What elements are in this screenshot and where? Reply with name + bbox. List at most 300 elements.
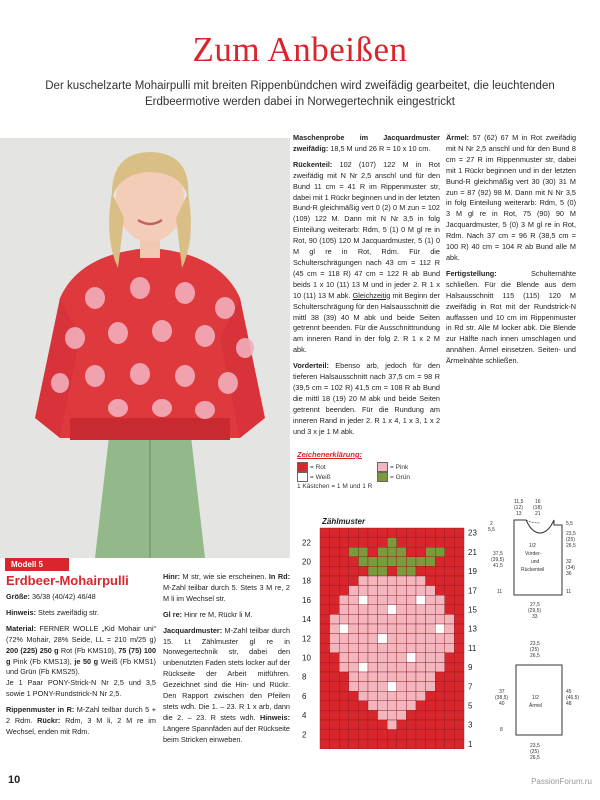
chart-cell <box>397 634 407 644</box>
chart-cell <box>416 538 426 548</box>
chart-cell <box>435 595 445 605</box>
chart-row-label: 17 <box>468 586 477 596</box>
chart-cell <box>416 557 426 567</box>
chart-row-label: 7 <box>468 682 473 692</box>
chart-cell <box>339 691 349 701</box>
chart-cell <box>339 739 349 749</box>
right-4: 26,5 <box>566 543 576 549</box>
source-watermark: PassionForum.ru <box>531 777 592 786</box>
jacq-label: Jacquardmuster: <box>163 625 223 635</box>
chart-cell <box>330 634 340 644</box>
chart-cell <box>426 586 436 596</box>
chart-cell <box>320 614 330 624</box>
chart-cell <box>378 739 388 749</box>
chart-cell <box>339 586 349 596</box>
chart-cell <box>416 730 426 740</box>
chart-cell <box>454 662 464 672</box>
chart-cell <box>358 538 368 548</box>
chart-cell <box>339 730 349 740</box>
fertig-label: Fertigstellung: <box>446 268 497 278</box>
chart-cell <box>368 730 378 740</box>
chart-cell <box>406 634 416 644</box>
instructions-column-2 <box>446 133 576 372</box>
chart-cell <box>426 710 436 720</box>
chart-cell <box>406 643 416 653</box>
chart-cell <box>378 614 388 624</box>
chart-cell <box>358 605 368 615</box>
chart-cell <box>378 595 388 605</box>
chart-cell <box>416 528 426 538</box>
chart-cell <box>426 720 436 730</box>
chart-cell <box>435 566 445 576</box>
chart-cell <box>416 566 426 576</box>
material-text-2: Rot (Fb KMS10), <box>60 645 116 655</box>
body-outline <box>514 520 562 595</box>
schematic <box>474 495 596 770</box>
chart-cell <box>435 643 445 653</box>
chart-cell <box>330 576 340 586</box>
chart-cell <box>445 701 455 711</box>
swatch-rot-icon <box>297 462 308 472</box>
chart-cell <box>426 662 436 672</box>
chart-cell <box>435 547 445 557</box>
chart-cell <box>426 538 436 548</box>
chart-cell <box>378 605 388 615</box>
chart-cell <box>339 643 349 653</box>
chart-cell <box>435 701 445 711</box>
chart-cell <box>416 605 426 615</box>
chart-cell <box>397 739 407 749</box>
groesse-text: 36/38 (40/42) 46/48 <box>31 592 96 601</box>
chart-row-label: 11 <box>468 643 477 653</box>
chart-cell <box>368 576 378 586</box>
chart-cell <box>406 730 416 740</box>
chart-cell <box>397 653 407 663</box>
chart-cell <box>454 614 464 624</box>
chart-cell <box>358 547 368 557</box>
chart-cell <box>330 566 340 576</box>
chart-cell <box>349 739 359 749</box>
chart-cell <box>445 566 455 576</box>
left-3: 41,5 <box>493 563 503 569</box>
chart-cell <box>330 710 340 720</box>
chart-cell <box>368 614 378 624</box>
top-b3: 21 <box>535 511 541 517</box>
neck-1: 2 <box>490 521 493 527</box>
chart-cell <box>435 682 445 692</box>
chart-cell <box>378 547 388 557</box>
chart-cell <box>320 662 330 672</box>
chart-cell <box>426 682 436 692</box>
chart-cell <box>435 672 445 682</box>
rd-label: In Rd: <box>268 572 291 581</box>
chart-cell <box>387 701 397 711</box>
chart-cell <box>406 691 416 701</box>
chart-row-label: 23 <box>468 528 477 538</box>
chart-cell <box>416 682 426 692</box>
chart-cell <box>416 739 426 749</box>
chart-cell <box>368 547 378 557</box>
chart-row-label: 22 <box>302 538 311 548</box>
chart-cell <box>378 624 388 634</box>
chart-cell <box>445 557 455 567</box>
chart-cell <box>426 643 436 653</box>
instructions-column-3 <box>6 572 156 743</box>
chart-cell <box>320 710 330 720</box>
chart-cell <box>426 605 436 615</box>
chart-cell <box>330 662 340 672</box>
chart-cell <box>416 634 426 644</box>
chart-cell <box>416 710 426 720</box>
chart-cell <box>368 682 378 692</box>
chart-row-label: 18 <box>302 576 311 586</box>
chart-cell <box>454 538 464 548</box>
ruecken-gleichzeitig: Gleichzeitig <box>352 290 391 300</box>
chart-row-label: 4 <box>302 711 307 721</box>
chart-cell <box>397 595 407 605</box>
material-text-1: FERNER WOLLE „Kid Mohair uni“ (72% Mohair, 28% Seide, LL = 210 m/25 g) <box>6 623 156 644</box>
chart-cell <box>387 691 397 701</box>
chart-cell <box>445 528 455 538</box>
chart-cell <box>330 691 340 701</box>
chart-row-label: 9 <box>468 663 473 673</box>
chart-cell <box>397 605 407 615</box>
chart-cell <box>435 528 445 538</box>
right-6: (34) <box>566 565 575 571</box>
jacq-text: M-Zahl teilbar durch 15. Lt Zählmuster gl re in Norwegertechnik str, dabei den unbenutzten Faden stets locker auf der Rückseite der Arbeit mitführen. Gezeichnet sind die Hin- und Rückr. Den Rapport zwischen den Pfeilen stets wdh. Die 1. – 23. R 1 x arb, dann die 2. – 23. R stets wdh. <box>163 625 291 722</box>
ruecken-text-2: mit Beginn der Schulterschrägung für den Halsausschnitt die mittl 38 (39) 40 M abk und beide Seiten getrennt beenden. Für die Ausschnittrundung am inneren Rand in der folg 2. R 1 x 2 M abk. <box>293 290 440 355</box>
chart-cell <box>416 653 426 663</box>
chart-cell <box>397 547 407 557</box>
chart-cell <box>330 653 340 663</box>
chart-cell <box>406 672 416 682</box>
chart-cell <box>454 691 464 701</box>
chart-cell <box>406 528 416 538</box>
rippen-rueck-label: Rückr: <box>37 716 61 726</box>
chart-row-label: 16 <box>302 595 311 605</box>
chart-cell <box>330 682 340 692</box>
chart-cell <box>387 730 397 740</box>
chart-cell <box>406 595 416 605</box>
chart-cell <box>320 653 330 663</box>
chart-cell <box>397 624 407 634</box>
chart-cell <box>320 586 330 596</box>
chart-cell <box>368 586 378 596</box>
rippen-rueck-text: Rdm, 3 M li, 2 M re im Wechsel, enden mit Rdm. <box>6 716 156 736</box>
legend-kaestchen: 1 Kästchen = 1 M und 1 R <box>297 483 373 490</box>
chart-cell <box>349 538 359 548</box>
chart-cell <box>339 701 349 711</box>
chart-cell <box>387 739 397 749</box>
chart-cell <box>378 672 388 682</box>
chart-cell <box>416 672 426 682</box>
chart-cell <box>358 701 368 711</box>
chart-cell <box>320 547 330 557</box>
sl-right-2: (46,5) <box>566 695 580 701</box>
chart-cell <box>435 720 445 730</box>
material-label: Material: <box>6 623 37 633</box>
chart-cell <box>387 672 397 682</box>
chart-cell <box>349 557 359 567</box>
legend-row-2 <box>297 472 457 482</box>
chart-cell <box>349 576 359 586</box>
chart-cell <box>320 682 330 692</box>
model-title: Erdbeer-Mohairpulli <box>6 573 129 588</box>
chart-cell <box>320 557 330 567</box>
chart-cell <box>378 653 388 663</box>
chart-cell <box>349 605 359 615</box>
chart-row-label: 8 <box>302 672 307 682</box>
chart-cell <box>320 691 330 701</box>
chart-cell <box>397 672 407 682</box>
chart-cell <box>406 566 416 576</box>
chart-cell <box>339 614 349 624</box>
material-amount-2: 75 (75) 100 g <box>6 645 156 666</box>
chart-cell <box>445 624 455 634</box>
chart-cell <box>330 538 340 548</box>
chart-cell <box>387 547 397 557</box>
chart-cell <box>330 528 340 538</box>
top-b: 16 <box>535 499 541 505</box>
chart-cell <box>397 643 407 653</box>
chart-cell <box>445 643 455 653</box>
chart-cell <box>445 538 455 548</box>
chart-cell <box>445 653 455 663</box>
rd-text: M-Zahl teilbar durch 5. Stets 3 M re, 2 M li im Wechsel str. <box>163 582 290 603</box>
chart-cell <box>320 566 330 576</box>
chart-cell <box>454 634 464 644</box>
chart-cell <box>426 566 436 576</box>
chart-cell <box>406 538 416 548</box>
chart-cell <box>426 672 436 682</box>
chart-row-label: 12 <box>302 634 311 644</box>
chart-cell <box>339 566 349 576</box>
chart-cell <box>320 595 330 605</box>
chart-cell <box>358 739 368 749</box>
chart-cell <box>358 634 368 644</box>
chart-cell <box>454 672 464 682</box>
chart-cell <box>330 672 340 682</box>
chart-cell <box>378 720 388 730</box>
chart-cell <box>426 614 436 624</box>
chart-cell <box>406 701 416 711</box>
sl-right-3: 48 <box>566 701 572 707</box>
chart-cell <box>339 710 349 720</box>
chart-cell <box>435 662 445 672</box>
chart-cell <box>454 595 464 605</box>
chart-cell <box>426 653 436 663</box>
right-1: 5,5 <box>566 521 573 527</box>
modell-badge: Modell 5 <box>5 558 69 571</box>
chart-cell <box>397 720 407 730</box>
chart-cell <box>426 557 436 567</box>
chart-cell <box>445 672 455 682</box>
chart-cell <box>397 576 407 586</box>
chart-cell <box>454 682 464 692</box>
chart-cell <box>387 614 397 624</box>
chart-cell <box>330 624 340 634</box>
chart-cell <box>454 624 464 634</box>
zaehlmuster-chart <box>300 516 485 771</box>
ruecken-text: 102 (107) 122 M in Rot zweifädig mit N Nr 2,5 anschl und für den Bund 11 cm = 41 R im Rippenmuster str, dabei mit 1 Rückr beginnen und in der letzten Bund-R gleichmäßig vert 0 (2) 0 M zun = 102 (109) 122 M. Dann mit N Nr 3,5 in folg Einteilung weiterarb: Rdm, 5 (1) 0 M gl re in Rot, 90 (105) 120 M Jacquardmuster, 5 (1) 0 M gl re in Rot, Rdm. Für die Schulterschrägungen nach 43 cm = 112 R (45 cm = 118 R) 47 cm = 122 R ab Bund beids 1 x 10 (11) 13 M und in jeder 2. R 1 x 10 (11) 13 M abk. <box>293 159 440 300</box>
chart-cell <box>349 720 359 730</box>
chart-row-label: 20 <box>302 557 311 567</box>
instructions-column-4 <box>163 572 290 751</box>
fertig-text: Schulternähte schließen. Für die Blende aus dem Halsausschnitt 115 (115) 120 M zweifädig in Rot mit der Rundstrick-N auffassen und 10 cm im Rippenmuster in Rd str. Alle M locker abk. Die Blende zur Hälfte nach innen umschlagen und annähen. Ärmel einsetzen. Seiten- und Ärmelnähte schließen. <box>446 268 576 366</box>
chart-cell <box>445 634 455 644</box>
chart-cell <box>445 730 455 740</box>
chart-cell <box>349 710 359 720</box>
chart-cell <box>349 662 359 672</box>
chart-cell <box>339 682 349 692</box>
chart-cell <box>435 624 445 634</box>
chart-cell <box>349 691 359 701</box>
body-label-3: und <box>531 559 540 565</box>
chart-row-label: 3 <box>468 720 473 730</box>
chart-cell <box>406 739 416 749</box>
chart-cell <box>339 653 349 663</box>
chart-cell <box>435 576 445 586</box>
chart-row-label: 5 <box>468 701 473 711</box>
chart-cell <box>368 710 378 720</box>
right-7: 36 <box>566 571 572 577</box>
chart-cell <box>349 528 359 538</box>
sl-side: 8 <box>500 727 503 733</box>
chart-cell <box>368 720 378 730</box>
chart-cell <box>330 720 340 730</box>
chart-cell <box>339 557 349 567</box>
chart-cell <box>416 624 426 634</box>
chart-cell <box>397 566 407 576</box>
legend-pink <box>377 462 457 472</box>
chart-cell <box>445 605 455 615</box>
chart-cell <box>378 730 388 740</box>
chart-cell <box>416 614 426 624</box>
bottom-3: 33 <box>532 614 538 620</box>
chart-cell <box>358 528 368 538</box>
chart-cell <box>330 643 340 653</box>
chart-cell <box>387 605 397 615</box>
chart-cell <box>330 701 340 711</box>
chart-cell <box>387 643 397 653</box>
legend-weiss-label: = Weiß <box>310 473 331 481</box>
chart-cell <box>358 643 368 653</box>
chart-cell <box>368 605 378 615</box>
chart-cell <box>387 720 397 730</box>
chart-cell <box>387 566 397 576</box>
instructions-column-1 <box>293 133 440 442</box>
chart-cell <box>416 701 426 711</box>
sl-top-1: 23,5 <box>530 641 540 647</box>
chart-cell <box>416 643 426 653</box>
chart-cell <box>368 634 378 644</box>
chart-row-label: 21 <box>468 547 477 557</box>
left-2: (39,5) <box>491 557 505 563</box>
chart-cell <box>358 662 368 672</box>
legend-gruen <box>377 472 457 482</box>
chart-cell <box>339 576 349 586</box>
chart-row-label: 15 <box>468 605 477 615</box>
chart-cell <box>349 634 359 644</box>
chart-cell <box>445 682 455 692</box>
glre-label: Gl re: <box>163 609 183 619</box>
chart-cell <box>435 691 445 701</box>
chart-cell <box>349 614 359 624</box>
chart-cell <box>378 643 388 653</box>
chart-cell <box>387 576 397 586</box>
chart-cell <box>368 566 378 576</box>
hinr-label: Hinr: <box>163 572 181 581</box>
chart-cell <box>358 566 368 576</box>
chart-cell <box>349 595 359 605</box>
aermel-label: Ärmel: <box>446 133 470 142</box>
chart-cell <box>426 691 436 701</box>
rippen-text: M-Zahl teilbar durch 5 + 2 Rdm. <box>6 705 157 726</box>
chart-cell <box>378 557 388 567</box>
body-label-1: 1/2 <box>529 543 536 549</box>
chart-cell <box>339 538 349 548</box>
legend-rot-label: = Rot <box>310 463 326 471</box>
chart-cell <box>349 586 359 596</box>
right-8: 11 <box>566 589 572 595</box>
chart-cell <box>454 557 464 567</box>
chart-cell <box>358 710 368 720</box>
chart-cell <box>406 557 416 567</box>
sl-left-1: 37 <box>499 689 505 695</box>
chart-cell <box>320 624 330 634</box>
page-number: 10 <box>8 774 21 786</box>
chart-cell <box>435 739 445 749</box>
chart-cell <box>387 624 397 634</box>
chart-cell <box>426 624 436 634</box>
chart-cell <box>426 739 436 749</box>
chart-cell <box>387 710 397 720</box>
chart-cell <box>378 576 388 586</box>
chart-cell <box>358 595 368 605</box>
chart-cell <box>387 653 397 663</box>
chart-cell <box>426 528 436 538</box>
ruecken-label: Rückenteil: <box>293 159 333 169</box>
chart-cell <box>378 586 388 596</box>
chart-cell <box>358 624 368 634</box>
hinweis-text: Stets zweifädig str. <box>38 607 99 617</box>
chart-cell <box>454 576 464 586</box>
material-amount-3: je 50 g <box>74 656 99 666</box>
chart-row-label: 2 <box>302 730 307 740</box>
neck-line <box>526 520 540 523</box>
chart-cell <box>358 614 368 624</box>
chart-cell <box>416 662 426 672</box>
chart-cell <box>426 576 436 586</box>
top-a3: 13 <box>516 511 522 517</box>
legend-pink-label: = Pink <box>390 463 409 471</box>
chart-cell <box>435 586 445 596</box>
chart-cell <box>339 595 349 605</box>
chart-cell <box>406 653 416 663</box>
chart-cell <box>435 653 445 663</box>
chart-cell <box>454 643 464 653</box>
material-text-3: Pink (Fb KMS13), <box>13 656 72 666</box>
top-a: 11,5 <box>514 499 524 505</box>
chart-cell <box>454 586 464 596</box>
chart-cell <box>378 566 388 576</box>
chart-cell <box>330 547 340 557</box>
chart-cell <box>416 576 426 586</box>
chart-cell <box>349 701 359 711</box>
chart-cell <box>406 710 416 720</box>
chart-cell <box>330 586 340 596</box>
swatch-pink-icon <box>377 462 388 472</box>
